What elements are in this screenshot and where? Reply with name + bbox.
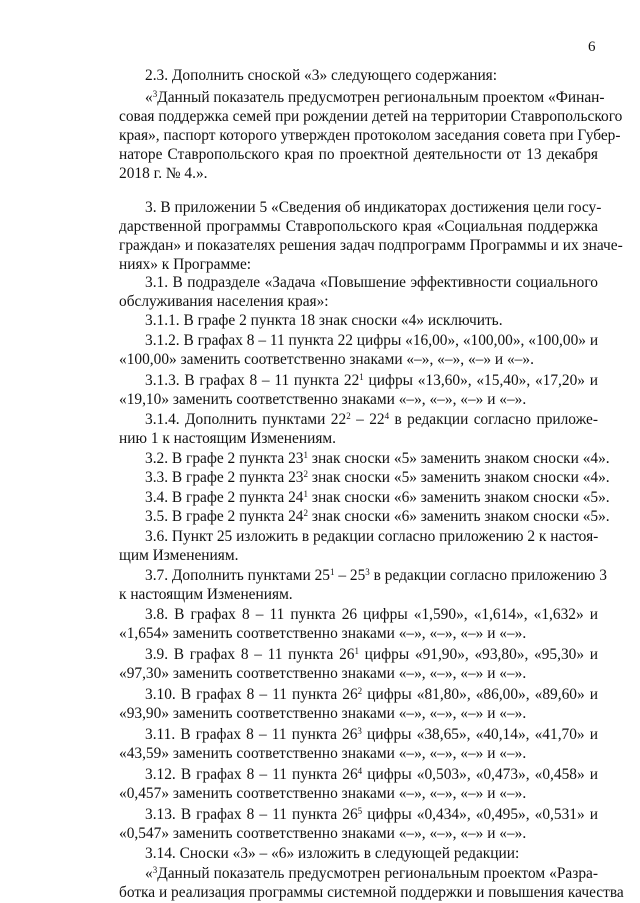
text-segment: 3.12. В графах 8 – 11 пункта 26 [145, 766, 358, 783]
text-segment: – 25 [334, 567, 366, 584]
text-line [119, 704, 598, 723]
text-segment: «19,10» заменить соответственно знаками «–», «–», «–» и «–». [119, 391, 527, 408]
text-segment: 3. В приложении 5 «Сведения об индикаторах достижения цели госу- [145, 199, 602, 216]
text-segment: края», паспорт которого утвержден протоколом заседания совета при Губер- [119, 127, 621, 144]
text-segment: граждан» и показателях решения задач подпрограмм Программы и их значе- [119, 237, 623, 254]
text-line [119, 664, 598, 683]
text-segment: цифры «38,65», «40,14», «41,70» и [361, 726, 598, 743]
text-segment: цифры «13,60», «15,40», «17,20» и [363, 372, 598, 389]
page-number: 6 [588, 39, 596, 55]
superscript: 2 [346, 411, 351, 421]
text-segment: 3.1.2. В графах 8 – 11 пункта 22 цифры «16,00», «100,00», «100,00» и [145, 332, 599, 349]
text-segment: совая поддержка семей при рождении детей на территории Ставропольского [119, 108, 623, 125]
text-segment: 3.7. Дополнить пунктами 25 [145, 567, 331, 584]
text-segment: Данный показатель предусмотрен региональным проектом «Разра- [157, 865, 598, 882]
text-segment: наторе Ставропольского края по проектной деятельности от 13 декабря [119, 146, 598, 163]
superscript: 5 [357, 806, 363, 816]
text-segment: знак сноски «6» заменить знаком сноски «5». [308, 489, 610, 506]
text-line [119, 883, 624, 902]
text-segment: «97,30» заменить соответственно знаками «–», «–», «–» и «–». [119, 665, 527, 682]
text-line [119, 546, 598, 565]
text-segment: «1,654» заменить соответственно знаками «–», «–», «–» и «–». [119, 625, 527, 642]
text-segment: цифры «0,434», «0,495», «0,531» и [362, 806, 598, 823]
text-segment: « [145, 865, 153, 882]
text-segment: знак сноски «6» заменить знаком сноски «5». [308, 508, 610, 525]
text-segment: 2.3. Дополнить сноской «3» следующего содержания: [145, 67, 498, 84]
text-line [119, 585, 598, 604]
text-segment: к настоящим Изменениям. [119, 586, 293, 603]
text-line [145, 66, 598, 85]
superscript: 3 [152, 89, 158, 99]
text-line [119, 292, 598, 311]
text-segment: щим Изменениям. [119, 547, 239, 564]
text-line [119, 350, 598, 369]
text-segment: 3.2. В графе 2 пункта 23 [145, 450, 304, 467]
text-segment: обслуживания населения края»: [119, 293, 329, 310]
superscript: 2 [303, 469, 309, 479]
text-segment: 3.1.3. В графах 8 – 11 пункта 22 [145, 372, 360, 389]
superscript: 1 [303, 450, 309, 460]
superscript: 4 [357, 766, 363, 776]
superscript: 3 [357, 726, 362, 736]
text-line [119, 255, 598, 274]
text-segment: 3.13. В графах 8 – 11 пункта 26 [145, 806, 358, 823]
superscript: 3 [152, 865, 158, 875]
text-segment: 3.5. В графе 2 пункта 24 [145, 508, 304, 525]
text-line [145, 273, 598, 292]
text-segment: нию 1 к настоящим Изменениям. [119, 430, 337, 447]
text-line [145, 765, 598, 784]
text-segment: «0,547» заменить соответственно знаками «–», «–», «–» и «–». [119, 825, 527, 842]
text-segment: 3.1.1. В графе 2 пункта 18 знак сноски «4» исключить. [145, 312, 503, 329]
text-segment: «43,59» заменить соответственно знаками «–», «–», «–» и «–». [119, 745, 527, 762]
text-line [145, 488, 610, 507]
superscript: 2 [357, 686, 363, 696]
text-segment: 2018 г. № 4.». [119, 165, 208, 182]
text-line [119, 217, 598, 236]
text-line [119, 164, 598, 183]
text-line [119, 236, 623, 255]
text-segment: 3.9. В графах 8 – 11 пункта 26 [145, 646, 355, 663]
superscript: 2 [303, 508, 309, 518]
superscript: 1 [303, 489, 309, 499]
text-segment: 3.1. В подразделе «Задача «Повышение эффективности социального [145, 274, 598, 291]
text-segment: 3.10. В графах 8 – 11 пункта 26 [145, 686, 358, 703]
text-line [119, 624, 598, 643]
text-line [145, 685, 598, 704]
text-segment: 3.1.4. Дополнить пунктами 22 [145, 411, 347, 428]
text-line [119, 784, 598, 803]
text-segment: знак сноски «5» заменить знаком сноски «4». [308, 450, 610, 467]
superscript: 3 [365, 567, 370, 577]
text-segment: цифры «81,80», «86,00», «89,60» и [362, 686, 598, 703]
text-line [145, 645, 598, 664]
text-line [145, 805, 598, 824]
text-segment: «100,00» заменить соответственно знаками «–», «–», «–» и «–». [119, 351, 534, 368]
text-line [145, 198, 602, 217]
text-segment: 3.4. В графе 2 пункта 24 [145, 489, 304, 506]
superscript: 1 [354, 646, 359, 656]
text-segment: в редакции согласно приложе- [389, 411, 599, 428]
text-line [119, 145, 598, 164]
text-line [145, 527, 598, 546]
text-line [119, 429, 598, 448]
text-segment: цифры «0,503», «0,473», «0,458» и [362, 766, 598, 783]
superscript: 4 [384, 411, 390, 421]
text-line [145, 371, 598, 390]
text-line [145, 410, 598, 429]
text-line [145, 331, 598, 350]
text-line [145, 468, 610, 487]
text-line [145, 566, 607, 585]
text-line [145, 88, 605, 107]
text-segment: Данный показатель предусмотрен региональным проектом «Финан- [157, 89, 605, 106]
text-segment: «93,90» заменить соответственно знаками «–», «–», «–» и «–». [119, 705, 527, 722]
text-line [145, 725, 598, 744]
text-segment: ботка и реализация программы системной поддержки и повышения качества [119, 884, 624, 901]
text-line [119, 126, 621, 145]
text-segment: « [145, 89, 153, 106]
text-line [145, 311, 598, 330]
text-segment: – 22 [350, 411, 385, 428]
text-segment: 3.11. В графах 8 – 11 пункта 26 [145, 726, 358, 743]
text-line [145, 864, 598, 883]
superscript: 1 [330, 567, 335, 577]
text-line [145, 844, 598, 863]
text-segment: «0,457» заменить соответственно знаками «–», «–», «–» и «–». [119, 785, 527, 802]
text-segment: ниях» к Программе: [119, 256, 252, 273]
superscript: 1 [359, 372, 364, 382]
text-segment: 3.3. В графе 2 пункта 23 [145, 469, 304, 486]
text-line [119, 744, 598, 763]
text-segment: знак сноски «5» заменить знаком сноски «4». [308, 469, 610, 486]
text-segment: 3.8. В графах 8 – 11 пункта 26 цифры «1,590», «1,614», «1,632» и [145, 606, 598, 623]
text-segment: 3.6. Пункт 25 изложить в редакции согласно приложению 2 к настоя- [145, 528, 599, 545]
text-line [119, 107, 623, 126]
text-line [145, 507, 610, 526]
text-line [145, 605, 598, 624]
text-line [119, 390, 598, 409]
text-segment: цифры «91,90», «93,80», «95,30» и [358, 646, 598, 663]
text-segment: 3.14. Сноски «3» – «6» изложить в следующей редакции: [145, 845, 520, 862]
text-segment: в редакции согласно приложению 3 [369, 567, 607, 584]
text-line [119, 824, 598, 843]
text-line [145, 449, 610, 468]
text-segment: дарственной программы Ставропольского края «Социальная поддержка [119, 218, 598, 235]
